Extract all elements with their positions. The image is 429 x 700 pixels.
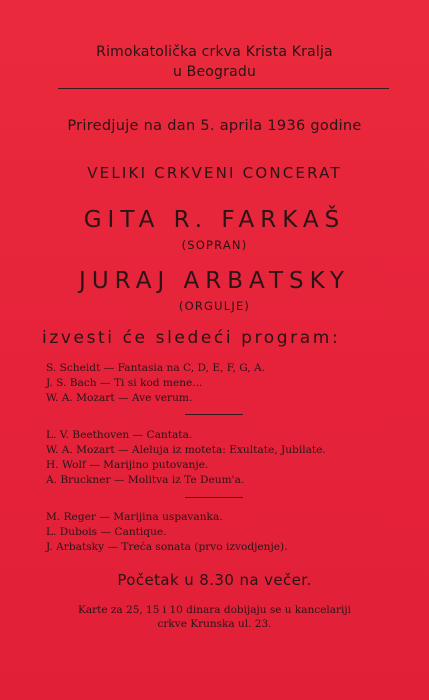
concert-title: VELIKI CRKVENI CONCERAT <box>87 164 342 182</box>
program-group-1 <box>46 361 265 406</box>
program-item: W. A. Mozart — Aleluja iz moteta: Exultate, Jubilate. <box>46 444 326 456</box>
ticket-info-line: crkve Krunska ul. 23. <box>157 618 272 630</box>
performer-name-1: GITA R. FARKAŠ <box>83 207 346 233</box>
program-group-2 <box>46 428 326 488</box>
performer-role-2: (ORGULJE) <box>178 299 251 313</box>
date-line: Priredjuje na dan 5. aprila 1936 godine <box>67 118 362 134</box>
program-item: H. Wolf — Marijino putovanje. <box>46 459 209 471</box>
program-item: L. V. Beethoven — Cantata. <box>46 429 193 441</box>
program-item: A. Bruckner — Molitva iz Te Deum'a. <box>46 474 245 486</box>
program-announcement: izvesti će sledeći program: <box>42 328 341 348</box>
program-group-3 <box>46 510 288 555</box>
program-item: S. Scheidt — Fantasia na C, D, E, F, G, A. <box>46 362 266 374</box>
program-item: M. Reger — Marijina uspavanka. <box>46 511 223 523</box>
church-city: u Beogradu <box>172 64 257 80</box>
performer-role-1: (SOPRAN) <box>181 238 248 252</box>
performer-name-2: JURAJ ARBATSKY <box>79 268 350 294</box>
ticket-info-line: Karte za 25, 15 i 10 dinara dobijaju se u kancelariji <box>78 604 351 616</box>
ticket-info <box>30 603 399 631</box>
program-item: L. Dubois — Cantique. <box>46 526 167 538</box>
program-item: J. S. Bach — Ti si kod mene... <box>46 377 203 389</box>
header-divider <box>58 88 389 89</box>
program-divider <box>185 414 243 415</box>
church-name: Rimokatolička crkva Krista Kralja <box>96 44 333 60</box>
program-divider <box>185 497 243 498</box>
start-time: Početak u 8.30 na večer. <box>117 571 312 589</box>
program-item: W. A. Mozart — Ave verum. <box>46 392 193 404</box>
program-item: J. Arbatsky — Treća sonata (prvo izvodjenje). <box>46 541 288 553</box>
